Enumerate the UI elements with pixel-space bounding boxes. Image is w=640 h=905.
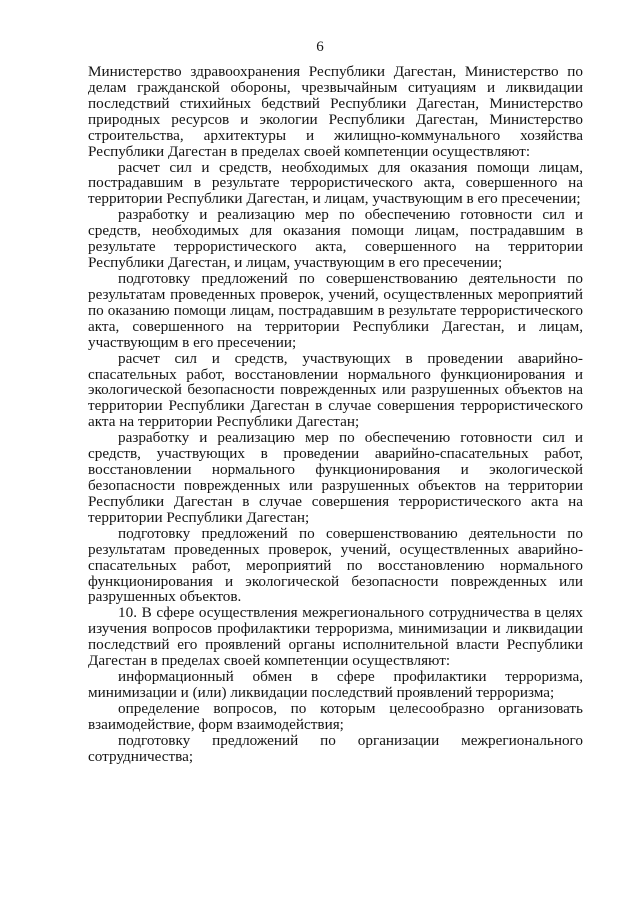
page-number: 6 — [316, 39, 324, 55]
paragraph-ministries: Министерство здравоохранения Республики Дагестан, Министерство по делам гражданской обороны, чрезвычайным ситуациям и ликвидации последствий стихийных бедствий Республики Дагестан, Министерство природных ресурсов и экологии Республики Дагестан, Министерство строительства, архитектуры и жилищно-коммунального хозяйства Республики Дагестан в пределах своей компетенции осуществляют: — [88, 63, 583, 160]
paragraph-information-exchange: информационный обмен в сфере профилактики терроризма, минимизации и (или) ликвидации последствий проявлений терроризма; — [88, 668, 583, 701]
paragraph-readiness-measures: разработку и реализацию мер по обеспечению готовности сил и средств, необходимых для оказания помощи лицам, пострадавшим в результате террористического акта, совершенного на территории Республики Дагестан, и лицам, участвующим в его пресечении; — [88, 206, 583, 272]
paragraph-rescue-forces-calculation: расчет сил и средств, участвующих в проведении аварийно-спасательных работ, восстановлении нормального функционирования и экологической безопасности поврежденных или разрушенных объектов на территории Республики Дагестан в случае совершения террористического акта на территории Республики Дагестан; — [88, 349, 583, 431]
document-body — [88, 64, 583, 765]
paragraph-section-10: 10. В сфере осуществления межрегионального сотрудничества в целях изучения вопросов профилактики терроризма, минимизации и ликвидации последствий его проявлений органы исполнительной власти Республики Дагестан в пределах своей компетенции осуществляют: — [88, 604, 583, 670]
paragraph-improvement-proposals: подготовку предложений по совершенствованию деятельности по результатам проведенных проверок, учений, осуществленных мероприятий по оказанию помощи лицам, пострадавшим в результате террористического акта, совершенного на территории Республики Дагестан, и лицам, участвующим в его пресечении; — [88, 269, 583, 351]
paragraph-forces-calculation: расчет сил и средств, необходимых для оказания помощи лицам, пострадавшим в результате террористического акта, совершенного на территории Республики Дагестан, и лицам, участвующим в его пресечении; — [88, 158, 583, 208]
paragraph-interaction-issues: определение вопросов, по которым целесообразно организовать взаимодействие, форм взаимодействия; — [88, 699, 583, 733]
paragraph-rescue-readiness-measures: разработку и реализацию мер по обеспечению готовности сил и средств, участвующих в проведении аварийно-спасательных работ, восстановлении нормального функционирования и экологической безопасности поврежденных или разрушенных объектов на территории Республики Дагестан в случае совершения террористического акта на территории Республики Дагестан; — [88, 429, 583, 526]
paragraph-rescue-improvement-proposals: подготовку предложений по совершенствованию деятельности по результатам проведенных проверок, учений, осуществленных аварийно-спасательных работ, мероприятий по восстановлению нормального функционирования и экологической безопасности поврежденных или разрушенных объектов. — [88, 524, 583, 606]
paragraph-cooperation-proposals: подготовку предложений по организации межрегионального сотрудничества; — [88, 731, 583, 765]
